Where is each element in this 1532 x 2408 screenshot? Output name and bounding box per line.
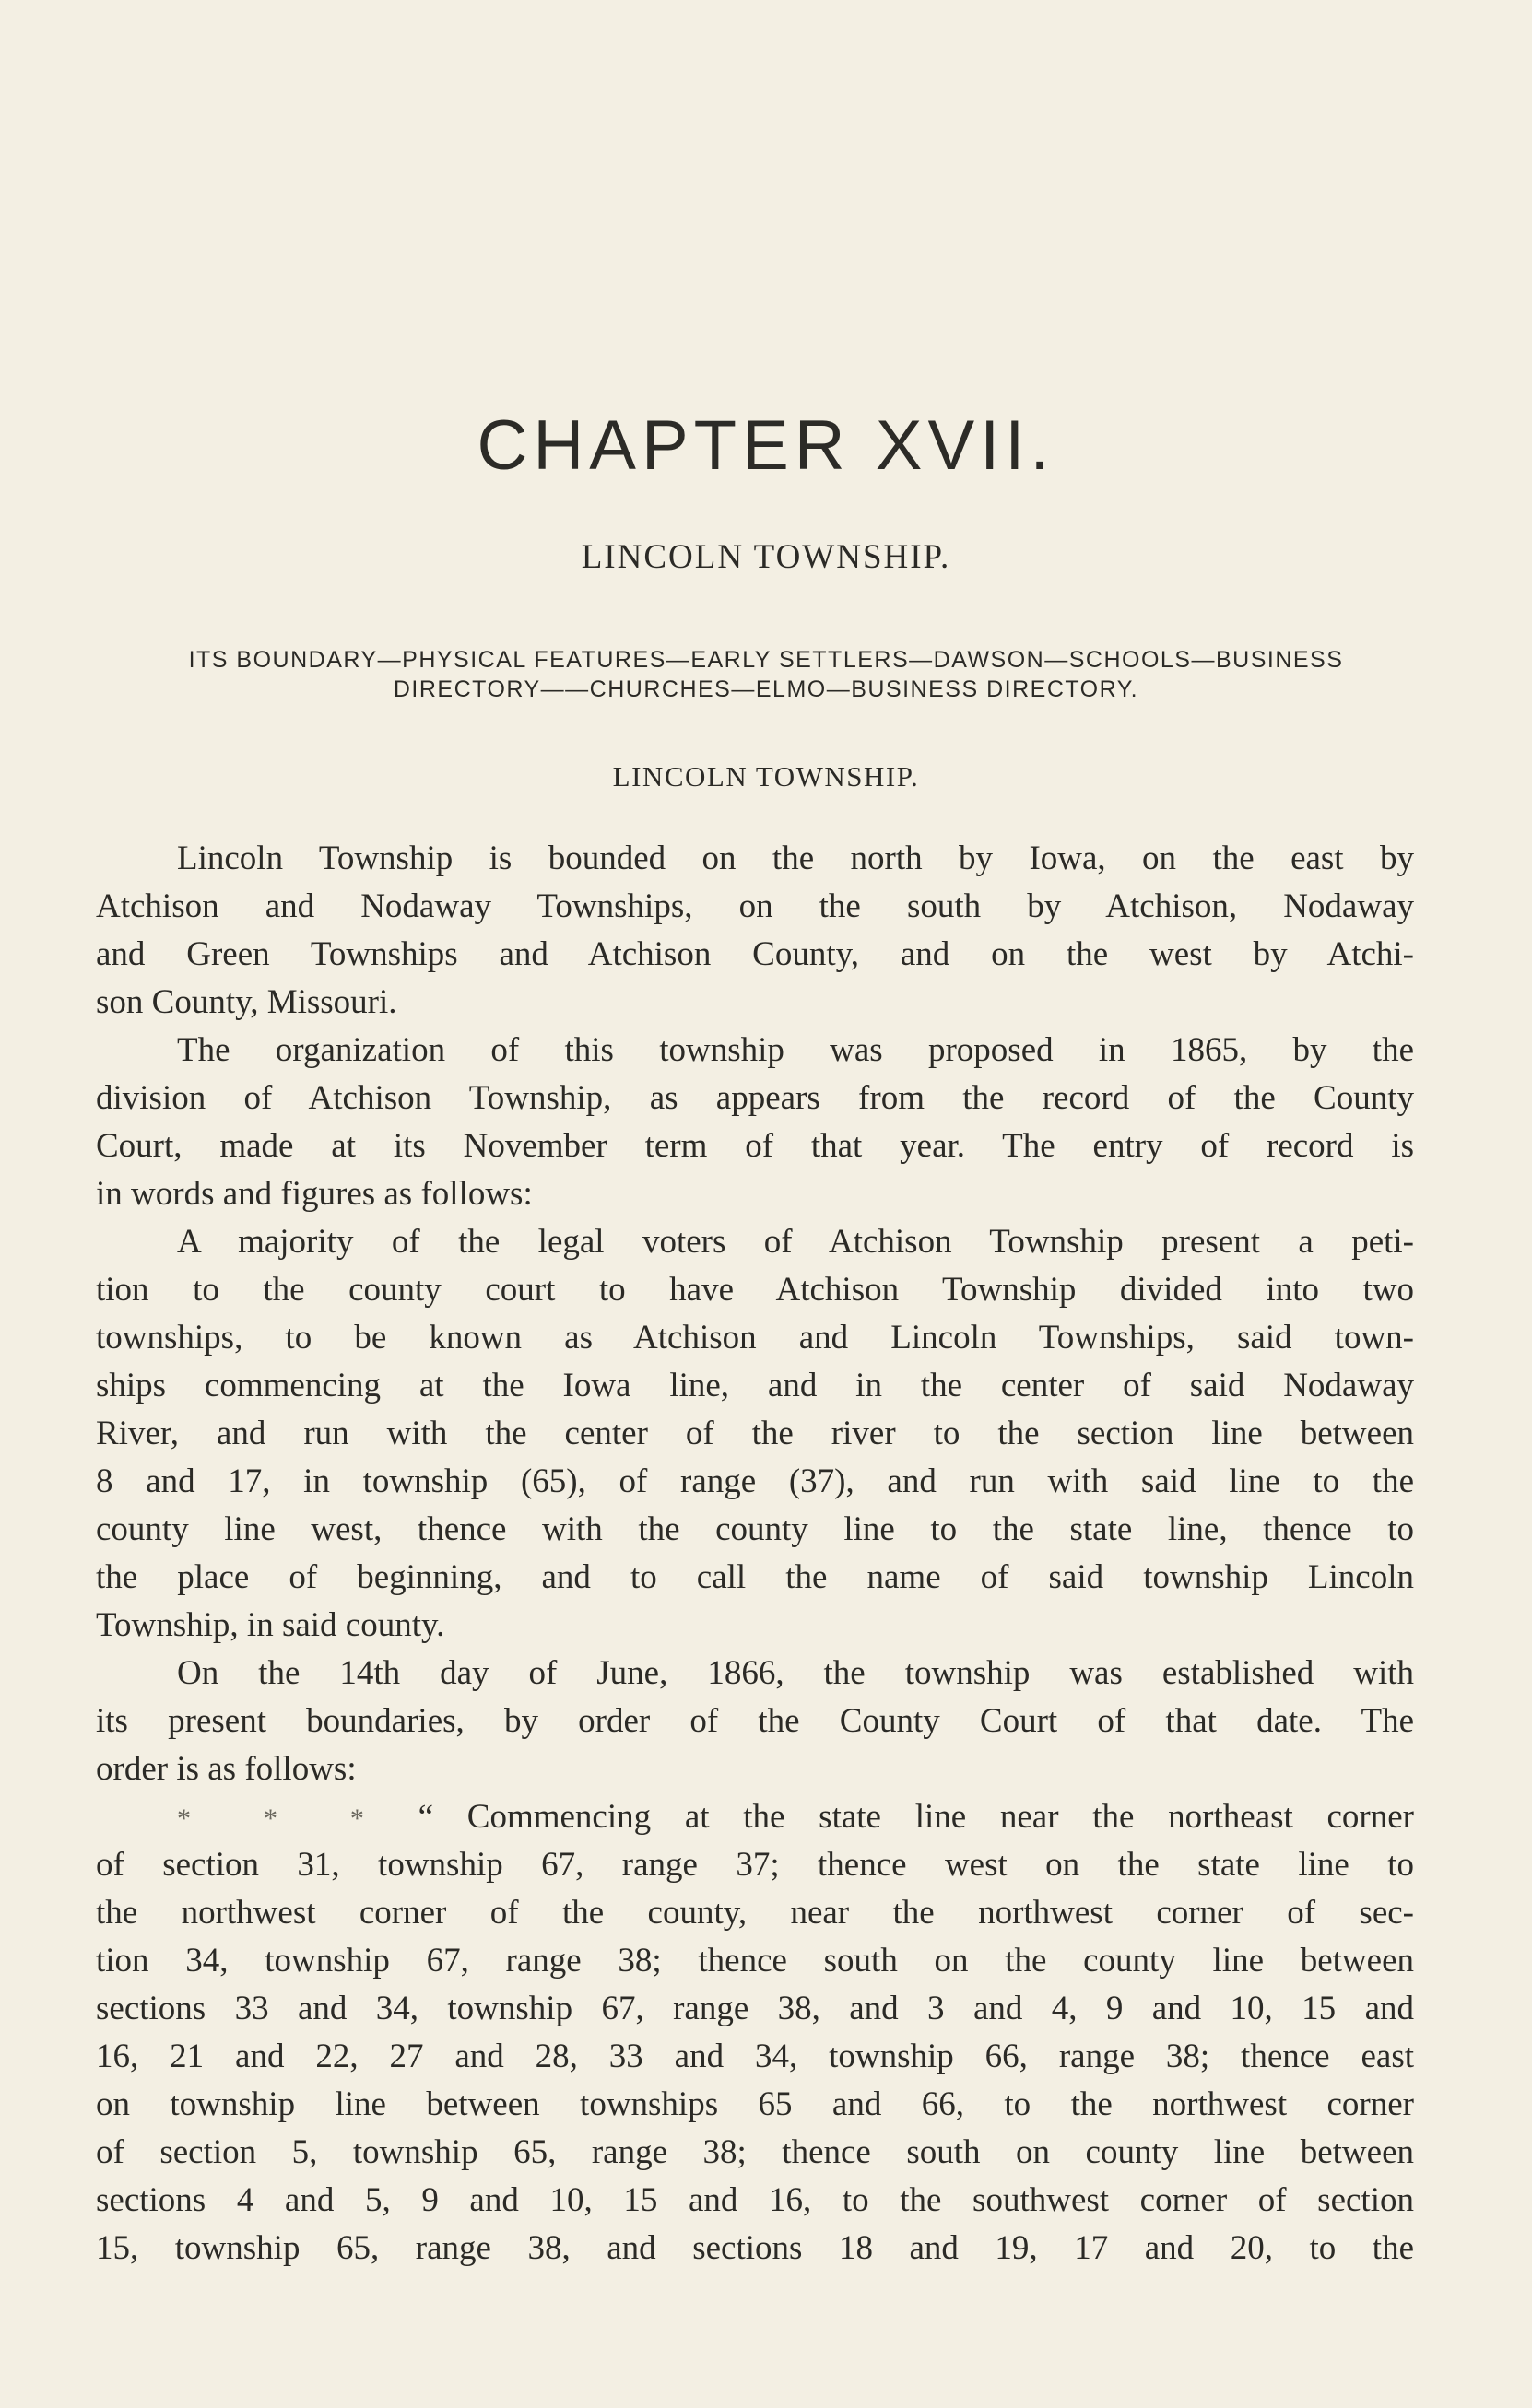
text-line: A majority of the legal voters of Atchison Township present a peti-: [177, 1223, 1414, 1261]
text-line: Township, in said county.: [96, 1606, 445, 1644]
subheading: LINCOLN TOWNSHIP.: [612, 760, 920, 793]
text-line: of section 5, township 65, range 38; thence south on county line between: [96, 2133, 1414, 2171]
text-line: the northwest corner of the county, near the northwest corner of sec-: [96, 1894, 1414, 1932]
text-line: On the 14th day of June, 1866, the township was established with: [177, 1654, 1414, 1692]
text-line: of section 31, township 67, range 37; thence west on the state line to: [96, 1846, 1414, 1884]
text-line: and Green Townships and Atchison County, and on the west by Atchi-: [96, 935, 1414, 973]
text-line-with-ornament: [96, 1793, 1414, 1841]
text-line: son County, Missouri.: [96, 983, 397, 1021]
text-line: The organization of this township was proposed in 1865, by the: [177, 1031, 1414, 1069]
text-line: division of Atchison Township, as appears from the record of the County: [96, 1079, 1414, 1117]
text-line: Lincoln Township is bounded on the north by Iowa, on the east by: [177, 840, 1414, 877]
text-line: “ Commencing at the state line near the northeast corner: [418, 1798, 1414, 1836]
section-title: LINCOLN TOWNSHIP.: [581, 538, 951, 576]
text-line: county line west, thence with the county line to the state line, thence to: [96, 1510, 1414, 1548]
text-line: ships commencing at the Iowa line, and in the center of said Nodaway: [96, 1367, 1414, 1404]
text-line: sections 33 and 34, township 67, range 38, and 3 and 4, 9 and 10, 15 and: [96, 1990, 1414, 2027]
text-line: order is as follows:: [96, 1750, 357, 1788]
text-line: the place of beginning, and to call the name of said township Lincoln: [96, 1558, 1414, 1596]
text-line: 8 and 17, in township (65), of range (37), and run with said line to the: [96, 1462, 1414, 1500]
text-line: River, and run with the center of the river to the section line between: [96, 1415, 1414, 1452]
text-line: on township line between townships 65 and 66, to the northwest corner: [96, 2085, 1414, 2123]
text-line: 15, township 65, range 38, and sections 18 and 19, 17 and 20, to the: [96, 2229, 1414, 2267]
text-line: tion 34, township 67, range 38; thence south on the county line between: [96, 1942, 1414, 1979]
chapter-title: CHAPTER XVII.: [477, 406, 1055, 485]
text-line: townships, to be known as Atchison and Lincoln Townships, said town-: [96, 1319, 1414, 1357]
text-line: in words and figures as follows:: [96, 1175, 533, 1213]
synopsis-line-2: DIRECTORY——CHURCHES—ELMO—BUSINESS DIRECTORY.: [393, 676, 1139, 702]
text-line: Atchison and Nodaway Townships, on the south by Atchison, Nodaway: [96, 887, 1414, 925]
text-line: Court, made at its November term of that year. The entry of record is: [96, 1127, 1414, 1165]
text-line: its present boundaries, by order of the County Court of that date. The: [96, 1702, 1414, 1740]
text-line: sections 4 and 5, 9 and 10, 15 and 16, to the southwest corner of section: [96, 2181, 1414, 2219]
body-text: [96, 835, 1414, 2273]
synopsis-line-1: ITS BOUNDARY—PHYSICAL FEATURES—EARLY SETTLERS—DAWSON—SCHOOLS—BUSINESS: [188, 647, 1344, 673]
chapter-synopsis: [92, 645, 1440, 704]
text-line: 16, 21 and 22, 27 and 28, 33 and 34, township 66, range 38; thence east: [96, 2038, 1414, 2075]
text-line: tion to the county court to have Atchison Township divided into two: [96, 1271, 1414, 1309]
asterisk-ornament: * * *: [177, 1803, 384, 1834]
